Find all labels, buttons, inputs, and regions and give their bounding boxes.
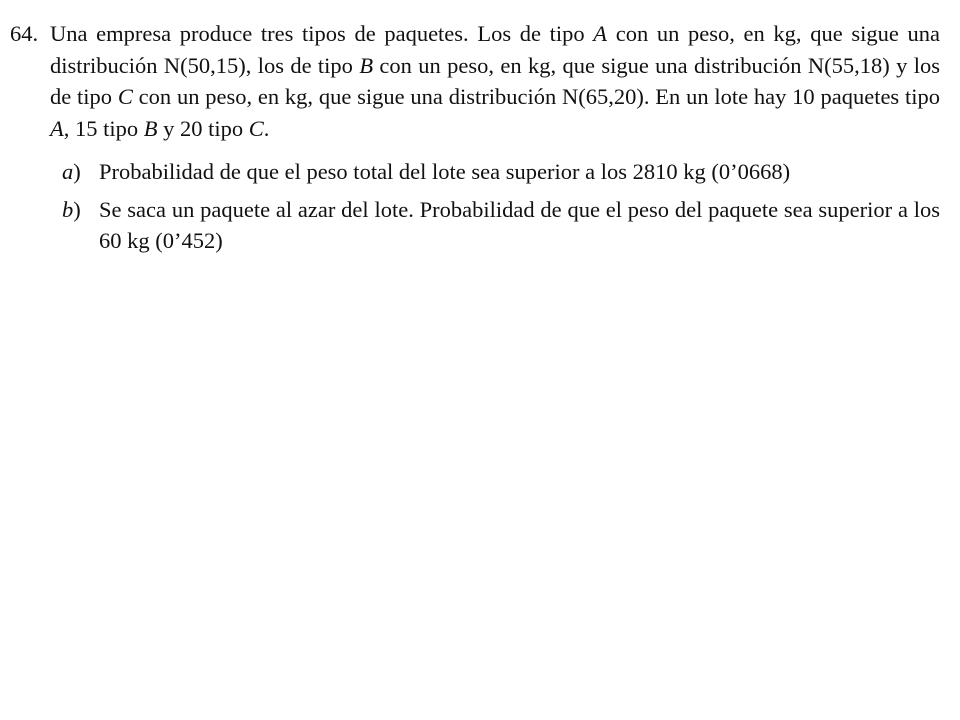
statement-text-6: y 20 tipo [157, 115, 249, 141]
variable-c: C [117, 84, 133, 109]
statement-text-5: , 15 tipo [63, 115, 144, 141]
subquestion-b [10, 194, 940, 257]
problem-64 [10, 18, 940, 257]
subquestion-a-letter: a [62, 159, 74, 184]
problem-statement [10, 18, 940, 144]
subquestion-a [10, 156, 940, 188]
subquestion-b-text: Se saca un paquete al azar del lote. Probabilidad de que el peso del paquete sea superior a los 60 kg (0’452) [99, 196, 940, 253]
variable-c-2: C [248, 115, 264, 141]
statement-text-1: Una empresa produce tres tipos de paquetes. Los de tipo [50, 21, 594, 46]
statement-text-4: con un peso, en kg, que sigue una distribución N(65,20). En un lote hay 10 paquetes tipo [132, 84, 940, 109]
statement-text-2: con un peso, en kg, que sigue una distribución N(50,15), los de tipo [50, 21, 940, 78]
statement-text-7: . [263, 115, 270, 141]
variable-a: A [593, 21, 608, 46]
variable-b: B [359, 52, 374, 78]
subquestion-b-label [62, 194, 81, 226]
statement-text-3: con un peso, en kg, que sigue una distribución N(55,18) y los de tipo [50, 52, 940, 109]
subquestion-a-label [62, 156, 81, 188]
subquestion-b-paren: ) [73, 196, 81, 222]
subquestion-b-letter: b [62, 196, 74, 222]
variable-b-2: B [143, 115, 158, 141]
variable-a-2: A [50, 115, 64, 141]
subquestion-a-text: Probabilidad de que el peso total del lote sea superior a los 2810 kg (0’0668) [99, 159, 791, 184]
subquestion-a-paren: ) [73, 159, 81, 184]
problem-number: 64. [10, 21, 39, 46]
